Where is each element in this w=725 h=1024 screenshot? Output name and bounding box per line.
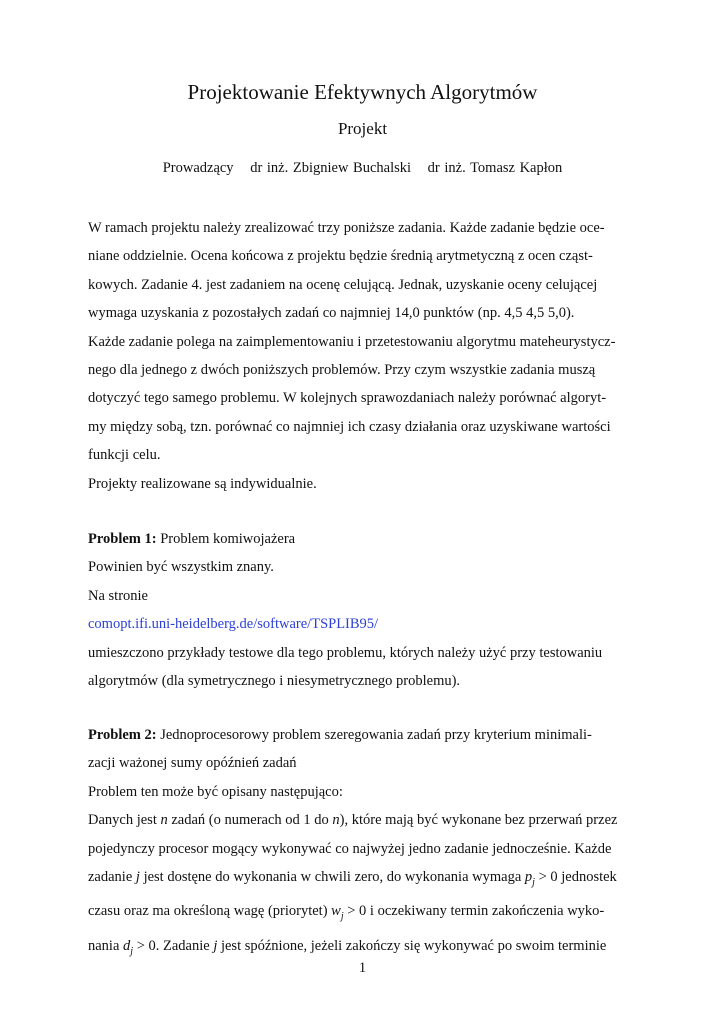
document-subtitle: Projekt: [337, 119, 388, 138]
intro-line: wymaga uzyskania z pozostałych zadań co najmniej 14,0 punktów (np. 4,5 4,5 5,0).: [88, 305, 575, 322]
intro-line: Projekty realizowane są indywidualnie.: [88, 475, 317, 492]
intro-section: [88, 214, 638, 498]
intro-line: Każde zadanie polega na zaimplementowaniu i przetestowaniu algorytmu mateheurystycz-: [88, 333, 616, 350]
problem2-label: Problem 2:: [88, 727, 157, 743]
author-name: dr inż. Zbigniew Buchalski: [250, 160, 412, 176]
author-name: dr inż. Tomasz Kapłon: [427, 160, 563, 176]
intro-line: my między sobą, tzn. porównać co najmniej ich czasy działania oraz uzyskiwane wartości: [88, 418, 611, 435]
problem1-label: Problem 1:: [88, 531, 157, 547]
authors-role: Prowadzący: [162, 160, 234, 176]
intro-line: W ramach projektu należy zrealizować trzy poniższe zadania. Każde zadanie będzie oce-: [88, 220, 605, 236]
problem2-line: Danych jest n zadań (o numerach od 1 do n), które mają być wykonane bez przerwań przez: [88, 812, 618, 829]
problem2-line: nania $d_j > 0$. Zadanie j jest spóźnione, jeżeli zakończy się wykonywać po swoim terminie: [88, 937, 607, 957]
intro-line: niane oddzielnie. Ocena końcowa z projektu będzie średnią arytmetyczną z ocen cząst-: [88, 248, 593, 265]
intro-line: nego dla jednego z dwóch poniższych problemów. Przy czym wszystkie zadania muszą: [88, 362, 596, 379]
problem2-line: czasu oraz ma określoną wagę (priorytet) $w_j > 0$ i oczekiwany termin zakończenia wyko-: [88, 903, 605, 923]
problem2-line: zadanie j jest dostęne do wykonania w chwili zero, do wykonania wymaga $p_j > 0$ jednostek: [88, 869, 617, 888]
problem1-line: umieszczono przykłady testowe dla tego problemu, których należy użyć przy testowaniu: [88, 644, 603, 661]
problem1-section: [88, 525, 638, 695]
intro-line: dotyczyć tego samego problemu. W kolejnych sprawozdaniach należy porównać algoryt-: [88, 390, 607, 407]
problem1-line: Na stronie: [88, 587, 148, 604]
problem1-heading: [88, 525, 638, 553]
document-title: Projektowanie Efektywnych Algorytmów: [187, 80, 538, 104]
problem1-line: Powinien być wszystkim znany.: [88, 559, 274, 576]
problem2-heading: [88, 721, 638, 749]
problem2-heading-cont: zacji ważonej sumy opóźnień zadań: [88, 755, 297, 772]
problem2-title: Jednoprocesorowy problem szeregowania zadań przy kryterium minimali-: [156, 727, 592, 743]
problem2-line: Problem ten może być opisany następująco:: [88, 783, 343, 800]
problem1-line: algorytmów (dla symetrycznego i niesymetrycznego problemu).: [88, 673, 461, 690]
problem2-section: [88, 721, 638, 966]
problem2-line: pojedynczy procesor mogący wykonywać co najwyżej jedno zadanie jednocześnie. Każde: [88, 840, 612, 857]
page-number: 1: [358, 960, 367, 976]
tsplib-link[interactable]: comopt.ifi.uni-heidelberg.de/software/TSPLIB95/: [88, 616, 379, 633]
intro-line: kowych. Zadanie 4. jest zadaniem na ocenę celującą. Jednak, uzyskanie oceny celującej: [88, 276, 598, 293]
problem1-title: Problem komiwojażera: [156, 531, 296, 547]
authors-line: [0, 160, 725, 177]
intro-line: funkcji celu.: [88, 447, 161, 464]
